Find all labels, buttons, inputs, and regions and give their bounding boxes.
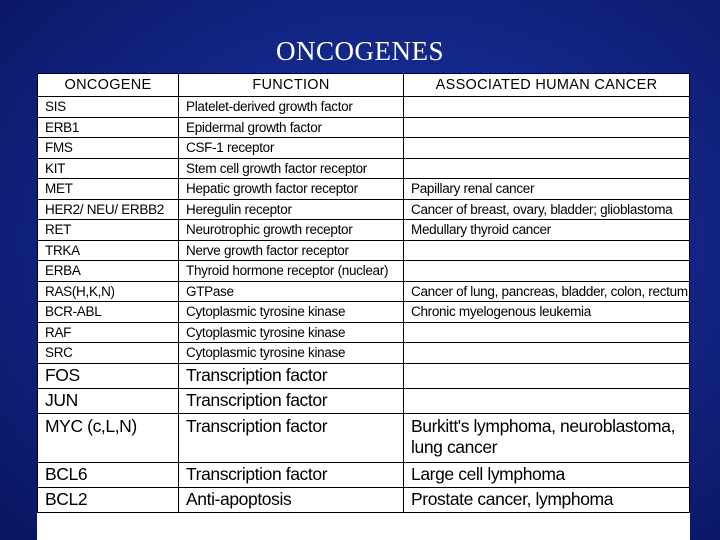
cancer-cell: Medullary thyroid cancer bbox=[404, 220, 690, 241]
cancer-cell bbox=[404, 363, 690, 388]
table-row bbox=[38, 281, 690, 302]
cancer-cell bbox=[404, 343, 690, 364]
function-cell: Stem cell growth factor receptor bbox=[179, 158, 404, 179]
cancer-cell bbox=[404, 158, 690, 179]
cancer-cell: Chronic myelogenous leukemia bbox=[404, 302, 690, 323]
table-row bbox=[38, 343, 690, 364]
function-cell: Hepatic growth factor receptor bbox=[179, 179, 404, 200]
slide-title: ONCOGENES bbox=[275, 36, 444, 66]
table-row bbox=[38, 138, 690, 159]
cancer-cell: Prostate cancer, lymphoma bbox=[404, 487, 690, 512]
table-row bbox=[38, 158, 690, 179]
oncogene-cell: JUN bbox=[38, 388, 179, 413]
table-row bbox=[38, 462, 690, 487]
column-header-function: FUNCTION bbox=[179, 74, 404, 97]
table-row bbox=[38, 179, 690, 200]
column-header-oncogene: ONCOGENE bbox=[38, 74, 179, 97]
oncogene-cell: TRKA bbox=[38, 240, 179, 261]
oncogene-cell: RET bbox=[38, 220, 179, 241]
cancer-cell bbox=[404, 97, 690, 118]
table-row bbox=[38, 487, 690, 512]
cancer-cell bbox=[404, 322, 690, 343]
table-row bbox=[38, 302, 690, 323]
table-row bbox=[38, 363, 690, 388]
cancer-cell bbox=[404, 388, 690, 413]
column-header-associated-cancer: ASSOCIATED HUMAN CANCER bbox=[404, 74, 690, 97]
oncogene-cell: MYC (c,L,N) bbox=[38, 413, 179, 462]
oncogene-table bbox=[37, 73, 690, 513]
table-row bbox=[38, 117, 690, 138]
oncogene-cell: RAS(H,K,N) bbox=[38, 281, 179, 302]
function-cell: Heregulin receptor bbox=[179, 199, 404, 220]
table-row bbox=[38, 199, 690, 220]
oncogene-cell: MET bbox=[38, 179, 179, 200]
cancer-cell: Burkitt's lymphoma, neuroblastoma, lung cancer bbox=[404, 413, 690, 462]
oncogene-table-panel bbox=[37, 73, 690, 540]
function-cell: Transcription factor bbox=[179, 363, 404, 388]
oncogene-cell: BCL2 bbox=[38, 487, 179, 512]
function-cell: Transcription factor bbox=[179, 388, 404, 413]
function-cell: Thyroid hormone receptor (nuclear) bbox=[179, 261, 404, 282]
table-row bbox=[38, 97, 690, 118]
cancer-cell: Cancer of lung, pancreas, bladder, colon, rectum bbox=[404, 281, 690, 302]
cancer-cell: Papillary renal cancer bbox=[404, 179, 690, 200]
function-cell: Cytoplasmic tyrosine kinase bbox=[179, 302, 404, 323]
table-row bbox=[38, 220, 690, 241]
function-cell: Transcription factor bbox=[179, 413, 404, 462]
cancer-cell bbox=[404, 138, 690, 159]
table-header-row bbox=[38, 74, 690, 97]
table-row bbox=[38, 240, 690, 261]
oncogene-cell: FMS bbox=[38, 138, 179, 159]
oncogene-cell: ERB1 bbox=[38, 117, 179, 138]
oncogene-cell: KIT bbox=[38, 158, 179, 179]
function-cell: GTPase bbox=[179, 281, 404, 302]
function-cell: Nerve growth factor receptor bbox=[179, 240, 404, 261]
oncogene-cell: SRC bbox=[38, 343, 179, 364]
cancer-cell: Large cell lymphoma bbox=[404, 462, 690, 487]
function-cell: Cytoplasmic tyrosine kinase bbox=[179, 343, 404, 364]
function-cell: CSF-1 receptor bbox=[179, 138, 404, 159]
cancer-cell: Cancer of breast, ovary, bladder; glioblastoma bbox=[404, 199, 690, 220]
oncogene-cell: BCR-ABL bbox=[38, 302, 179, 323]
table-row bbox=[38, 261, 690, 282]
table-row bbox=[38, 413, 690, 462]
function-cell: Cytoplasmic tyrosine kinase bbox=[179, 322, 404, 343]
table-row bbox=[38, 388, 690, 413]
cancer-cell bbox=[404, 261, 690, 282]
oncogene-cell: ERBA bbox=[38, 261, 179, 282]
function-cell: Platelet-derived growth factor bbox=[179, 97, 404, 118]
oncogene-cell: RAF bbox=[38, 322, 179, 343]
cancer-cell bbox=[404, 240, 690, 261]
function-cell: Epidermal growth factor bbox=[179, 117, 404, 138]
function-cell: Transcription factor bbox=[179, 462, 404, 487]
function-cell: Anti-apoptosis bbox=[179, 487, 404, 512]
cancer-cell bbox=[404, 117, 690, 138]
table-row bbox=[38, 322, 690, 343]
oncogene-cell: BCL6 bbox=[38, 462, 179, 487]
oncogene-cell: SIS bbox=[38, 97, 179, 118]
oncogene-cell: HER2/ NEU/ ERBB2 bbox=[38, 199, 179, 220]
oncogene-cell: FOS bbox=[38, 363, 179, 388]
function-cell: Neurotrophic growth receptor bbox=[179, 220, 404, 241]
